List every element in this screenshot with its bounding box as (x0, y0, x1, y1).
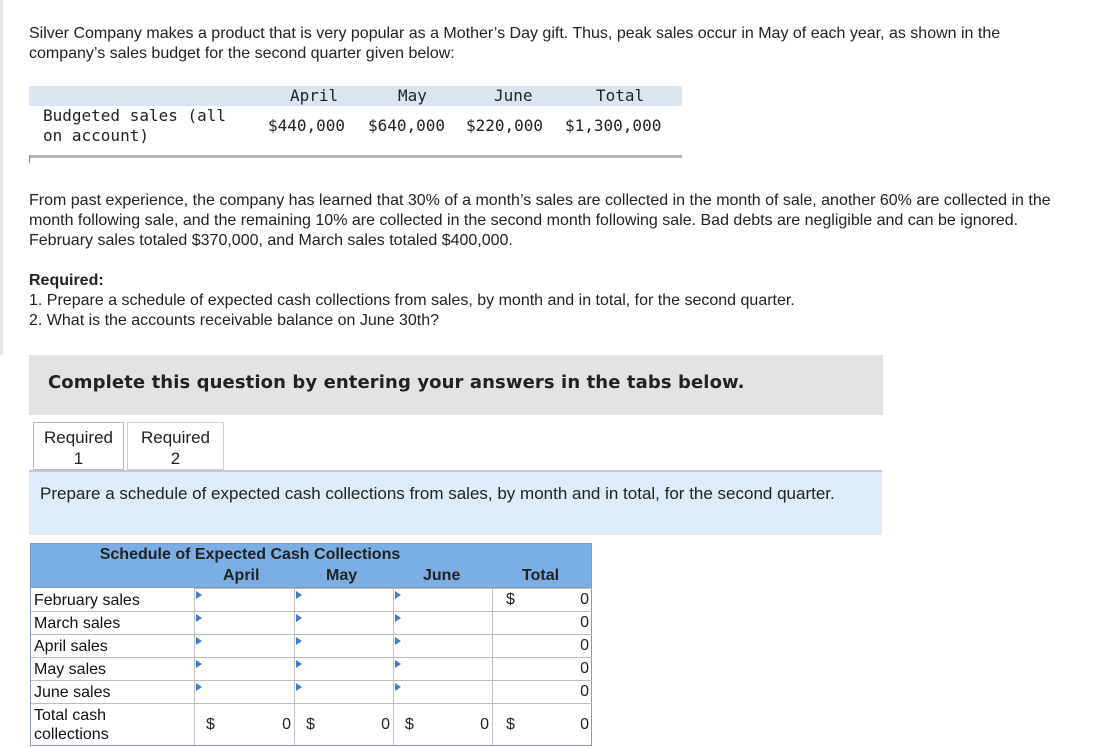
cash-collections-schedule (30, 543, 592, 746)
total-feb-currency: $ (506, 591, 515, 608)
total-feb-value: 0 (580, 591, 589, 608)
instruction-text: Complete this question by entering your answers in the tabs below. (48, 372, 745, 393)
input-apr-may[interactable] (294, 634, 393, 657)
row-label-march: March sales (34, 615, 121, 632)
input-mar-may[interactable] (294, 611, 393, 634)
total-collections-total (492, 703, 592, 745)
total-collections-total-currency: $ (506, 716, 515, 733)
total-collections-may-value: 0 (381, 716, 390, 733)
budget-value-may: $640,000 (368, 116, 446, 135)
budget-values-row (0, 116, 700, 136)
instruction-box (29, 355, 883, 415)
total-collections-may (294, 703, 393, 745)
tab-required-2-line1: Required (141, 428, 210, 447)
budget-value-total: $1,300,000 (565, 116, 662, 135)
input-jun-april[interactable] (194, 680, 294, 703)
budget-header-may: May (398, 86, 427, 105)
tab-required-2-line2: 2 (170, 449, 181, 468)
total-collections-april-currency: $ (206, 716, 215, 733)
schedule-title-text: Schedule of Expected Cash Collections (99, 546, 401, 563)
budget-row-label-line2: on account) (43, 126, 149, 145)
total-collections-total-value: 0 (580, 716, 589, 733)
total-apr-value: 0 (580, 637, 589, 654)
total-may (492, 657, 592, 680)
row-divider (31, 680, 194, 681)
input-feb-may[interactable] (294, 588, 393, 611)
required-heading: Required: (29, 272, 104, 289)
total-mar (492, 611, 592, 634)
schedule-col-may: May (326, 567, 358, 584)
tab-required-2[interactable] (127, 422, 224, 470)
left-border (0, 0, 3, 355)
row-label-total-line1: Total cash (34, 707, 107, 724)
schedule-body (30, 588, 592, 746)
row-divider (31, 634, 194, 635)
row-label-june: June sales (34, 684, 111, 701)
row-divider (31, 703, 194, 704)
budget-bottom-tick (29, 155, 30, 163)
total-collections-june (393, 703, 492, 745)
budget-header-total: Total (596, 86, 645, 105)
row-label-may: May sales (34, 661, 107, 678)
tab-required-1-line2: 1 (73, 449, 84, 468)
total-jun (492, 680, 592, 703)
total-jun-value: 0 (580, 683, 589, 700)
budget-bottom-rule (29, 155, 682, 158)
total-collections-june-value: 0 (480, 716, 489, 733)
input-may-april[interactable] (194, 657, 294, 680)
prompt-box (29, 472, 882, 535)
prompt-text: Prepare a schedule of expected cash collections from sales, by month and in total, for the second quarter. (40, 484, 835, 503)
row-label-april: April sales (34, 638, 108, 655)
row-divider (31, 611, 194, 612)
row-divider (31, 657, 194, 658)
input-apr-june[interactable] (393, 634, 492, 657)
schedule-col-total: Total (522, 567, 560, 584)
required-item-1: 1. Prepare a schedule of expected cash collections from sales, by month and in total, for the second quarter. (29, 292, 795, 309)
input-jun-may[interactable] (294, 680, 393, 703)
tab-required-1-line1: Required (44, 428, 113, 447)
tab-required-1[interactable] (33, 422, 124, 470)
total-collections-june-currency: $ (405, 716, 414, 733)
input-may-june[interactable] (393, 657, 492, 680)
input-may-may[interactable] (294, 657, 393, 680)
total-collections-april (194, 703, 294, 745)
input-feb-april[interactable] (194, 588, 294, 611)
budget-row-label-line1: Budgeted sales (all (43, 106, 227, 125)
total-collections-april-value: 0 (282, 716, 291, 733)
total-apr (492, 634, 592, 657)
required-item-2: 2. What is the accounts receivable balance on June 30th? (29, 312, 440, 329)
budget-header-april: April (290, 86, 339, 105)
intro-paragraph: Silver Company makes a product that is very popular as a Mother’s Day gift. Thus, peak sales occur in May of each year, as shown in the company’s sales budget for the second quarter given below: (29, 25, 1001, 62)
schedule-col-june: June (423, 567, 461, 584)
total-collections-may-currency: $ (306, 716, 315, 733)
input-jun-june[interactable] (393, 680, 492, 703)
budget-header-row (29, 86, 682, 106)
total-feb (492, 588, 592, 611)
budget-value-june: $220,000 (466, 116, 544, 135)
row-label-total (34, 706, 109, 744)
schedule-col-april: April (223, 567, 260, 584)
total-may-value: 0 (580, 660, 589, 677)
input-mar-june[interactable] (393, 611, 492, 634)
input-feb-june[interactable] (393, 588, 492, 611)
input-apr-april[interactable] (194, 634, 294, 657)
total-mar-value: 0 (580, 614, 589, 631)
past-experience-paragraph: From past experience, the company has learned that 30% of a month’s sales are collected in the month of sale, another 60% are collected in the month following sale, and the remaining 10% are collected in the second month following sale. Bad debts are negligible and can be ignored. February sales totaled $370,000, and March sales totaled $400,000. (29, 192, 1051, 249)
row-label-february: February sales (34, 592, 140, 609)
input-mar-april[interactable] (194, 611, 294, 634)
budget-header-june: June (494, 86, 533, 105)
budget-value-april: $440,000 (268, 116, 346, 135)
schedule-title (30, 543, 592, 566)
row-label-total-line2: collections (34, 726, 109, 743)
schedule-header-row (30, 565, 592, 588)
